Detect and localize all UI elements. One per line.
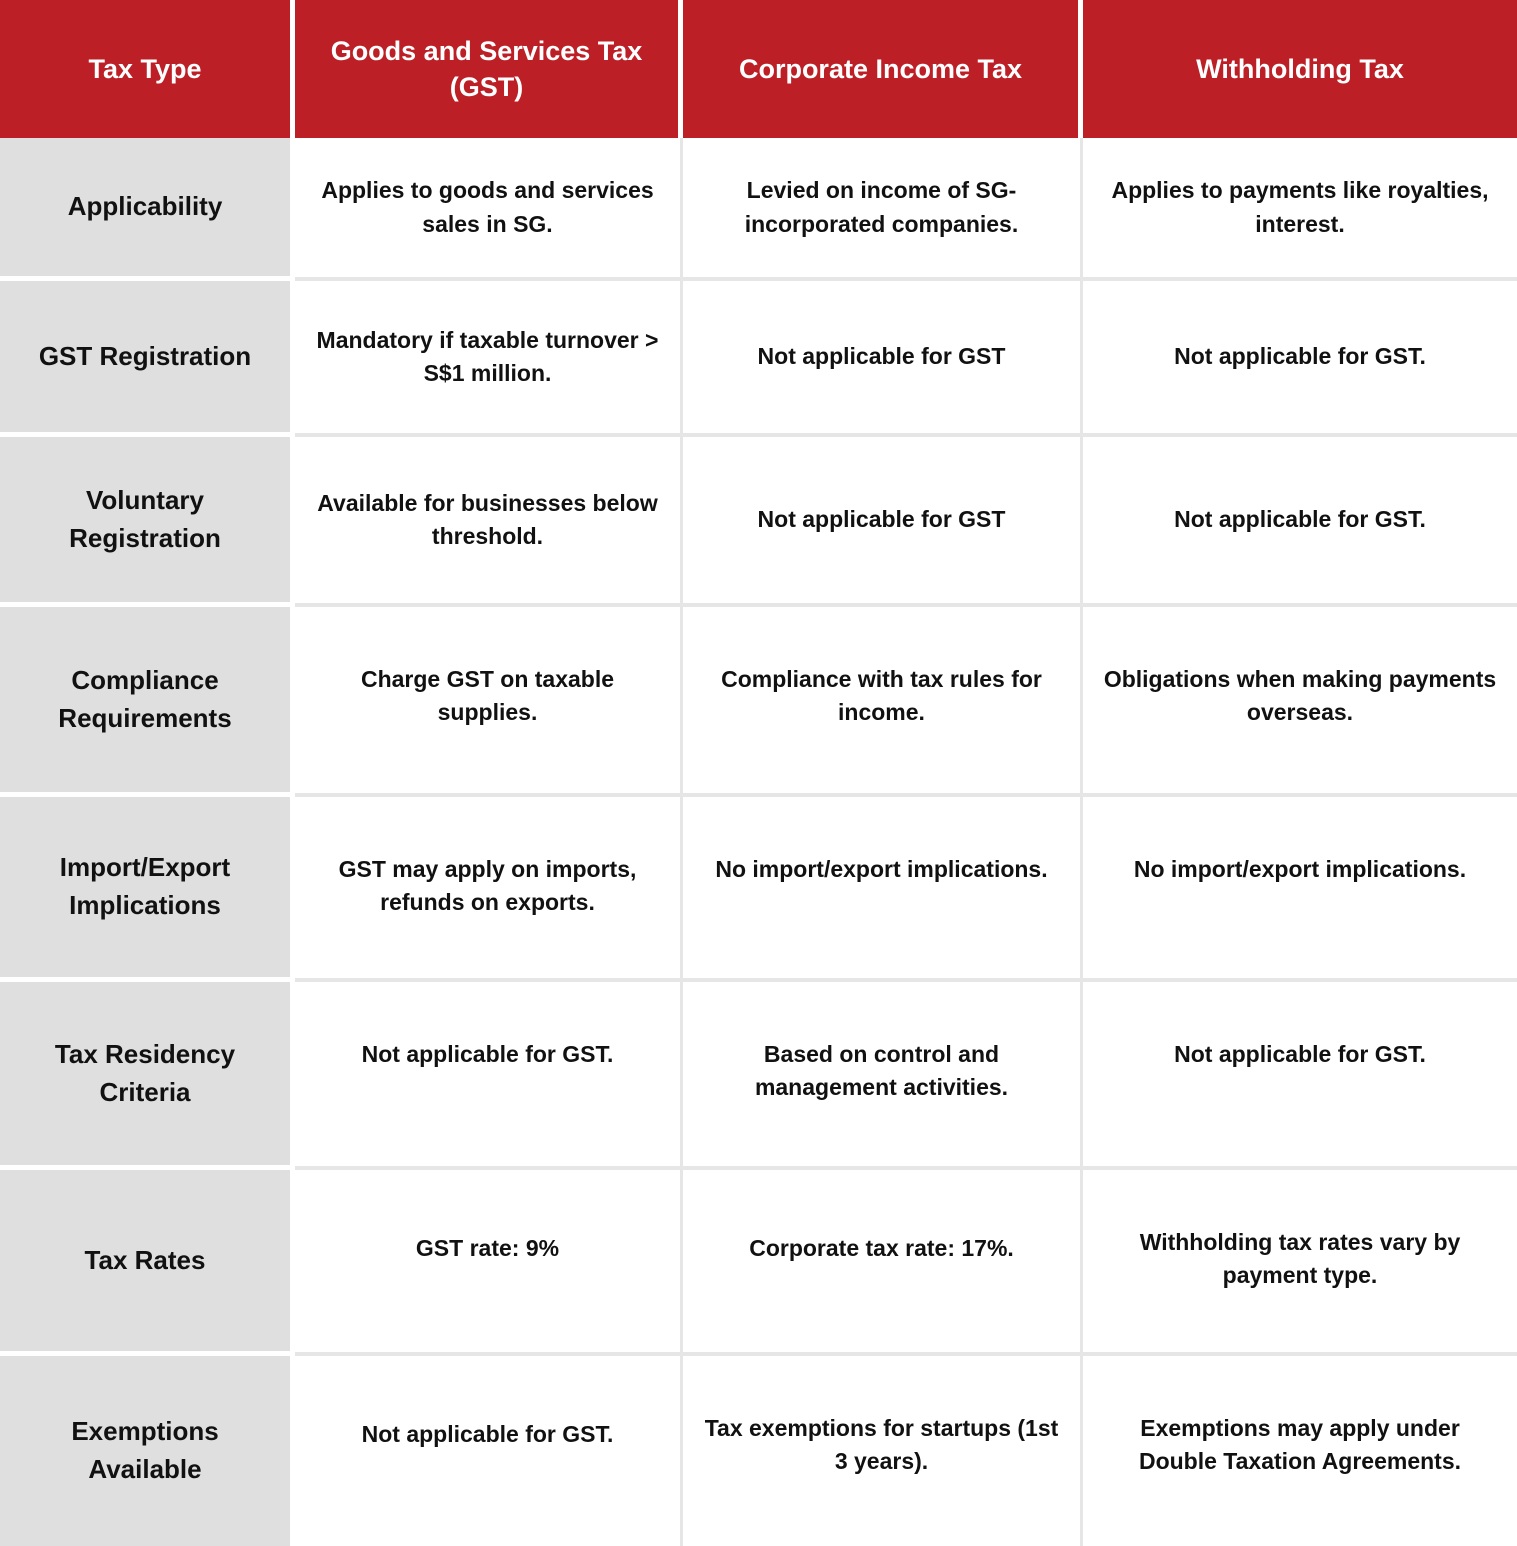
cell-tax-residency-gst: Not applicable for GST. bbox=[295, 982, 683, 1170]
cell-gst-registration-gst: Mandatory if taxable turnover > S$1 million. bbox=[295, 281, 683, 437]
cell-applicability-withholding: Applies to payments like royalties, interest. bbox=[1083, 138, 1517, 281]
column-header-gst: Goods and Services Tax (GST) bbox=[295, 0, 683, 138]
cell-applicability-gst: Applies to goods and services sales in SG. bbox=[295, 138, 683, 281]
cell-compliance-requirements-gst: Charge GST on taxable supplies. bbox=[295, 607, 683, 797]
cell-tax-rates-corporate: Corporate tax rate: 17%. bbox=[683, 1170, 1083, 1356]
cell-gst-registration-withholding: Not applicable for GST. bbox=[1083, 281, 1517, 437]
cell-voluntary-registration-gst: Available for businesses below threshold. bbox=[295, 437, 683, 607]
cell-voluntary-registration-corporate: Not applicable for GST bbox=[683, 437, 1083, 607]
row-label-exemptions-available: Exemptions Available bbox=[0, 1356, 295, 1546]
table-header bbox=[0, 0, 1517, 138]
cell-tax-rates-gst: GST rate: 9% bbox=[295, 1170, 683, 1356]
row-label-gst-registration: GST Registration bbox=[0, 281, 295, 437]
cell-applicability-corporate: Levied on income of SG-incorporated companies. bbox=[683, 138, 1083, 281]
row-label-compliance-requirements: Compliance Requirements bbox=[0, 607, 295, 797]
cell-gst-registration-corporate: Not applicable for GST bbox=[683, 281, 1083, 437]
table-row bbox=[0, 982, 1517, 1170]
cell-voluntary-registration-withholding: Not applicable for GST. bbox=[1083, 437, 1517, 607]
column-header-withholding: Withholding Tax bbox=[1083, 0, 1517, 138]
cell-import-export-withholding: No import/export implications. bbox=[1083, 797, 1517, 982]
cell-compliance-requirements-withholding: Obligations when making payments overseas. bbox=[1083, 607, 1517, 797]
row-label-applicability: Applicability bbox=[0, 138, 295, 281]
cell-exemptions-gst: Not applicable for GST. bbox=[295, 1356, 683, 1546]
cell-compliance-requirements-corporate: Compliance with tax rules for income. bbox=[683, 607, 1083, 797]
row-label-tax-residency-criteria: Tax Residency Criteria bbox=[0, 982, 295, 1170]
table-row bbox=[0, 607, 1517, 797]
table-row bbox=[0, 138, 1517, 281]
row-label-voluntary-registration: Voluntary Registration bbox=[0, 437, 295, 607]
table-row bbox=[0, 1356, 1517, 1546]
table-row bbox=[0, 1170, 1517, 1356]
row-label-import-export-implications: Import/Export Implications bbox=[0, 797, 295, 982]
cell-import-export-gst: GST may apply on imports, refunds on exports. bbox=[295, 797, 683, 982]
cell-tax-rates-withholding: Withholding tax rates vary by payment type. bbox=[1083, 1170, 1517, 1356]
table-row bbox=[0, 281, 1517, 437]
cell-exemptions-withholding: Exemptions may apply under Double Taxation Agreements. bbox=[1083, 1356, 1517, 1546]
cell-import-export-corporate: No import/export implications. bbox=[683, 797, 1083, 982]
column-header-corporate: Corporate Income Tax bbox=[683, 0, 1083, 138]
row-label-tax-rates: Tax Rates bbox=[0, 1170, 295, 1356]
cell-exemptions-corporate: Tax exemptions for startups (1st 3 years). bbox=[683, 1356, 1083, 1546]
table-body bbox=[0, 138, 1517, 1546]
table-row bbox=[0, 437, 1517, 607]
cell-tax-residency-corporate: Based on control and management activities. bbox=[683, 982, 1083, 1170]
header-row bbox=[0, 0, 1517, 138]
column-header-tax-type: Tax Type bbox=[0, 0, 295, 138]
table-row bbox=[0, 797, 1517, 982]
cell-tax-residency-withholding: Not applicable for GST. bbox=[1083, 982, 1517, 1170]
